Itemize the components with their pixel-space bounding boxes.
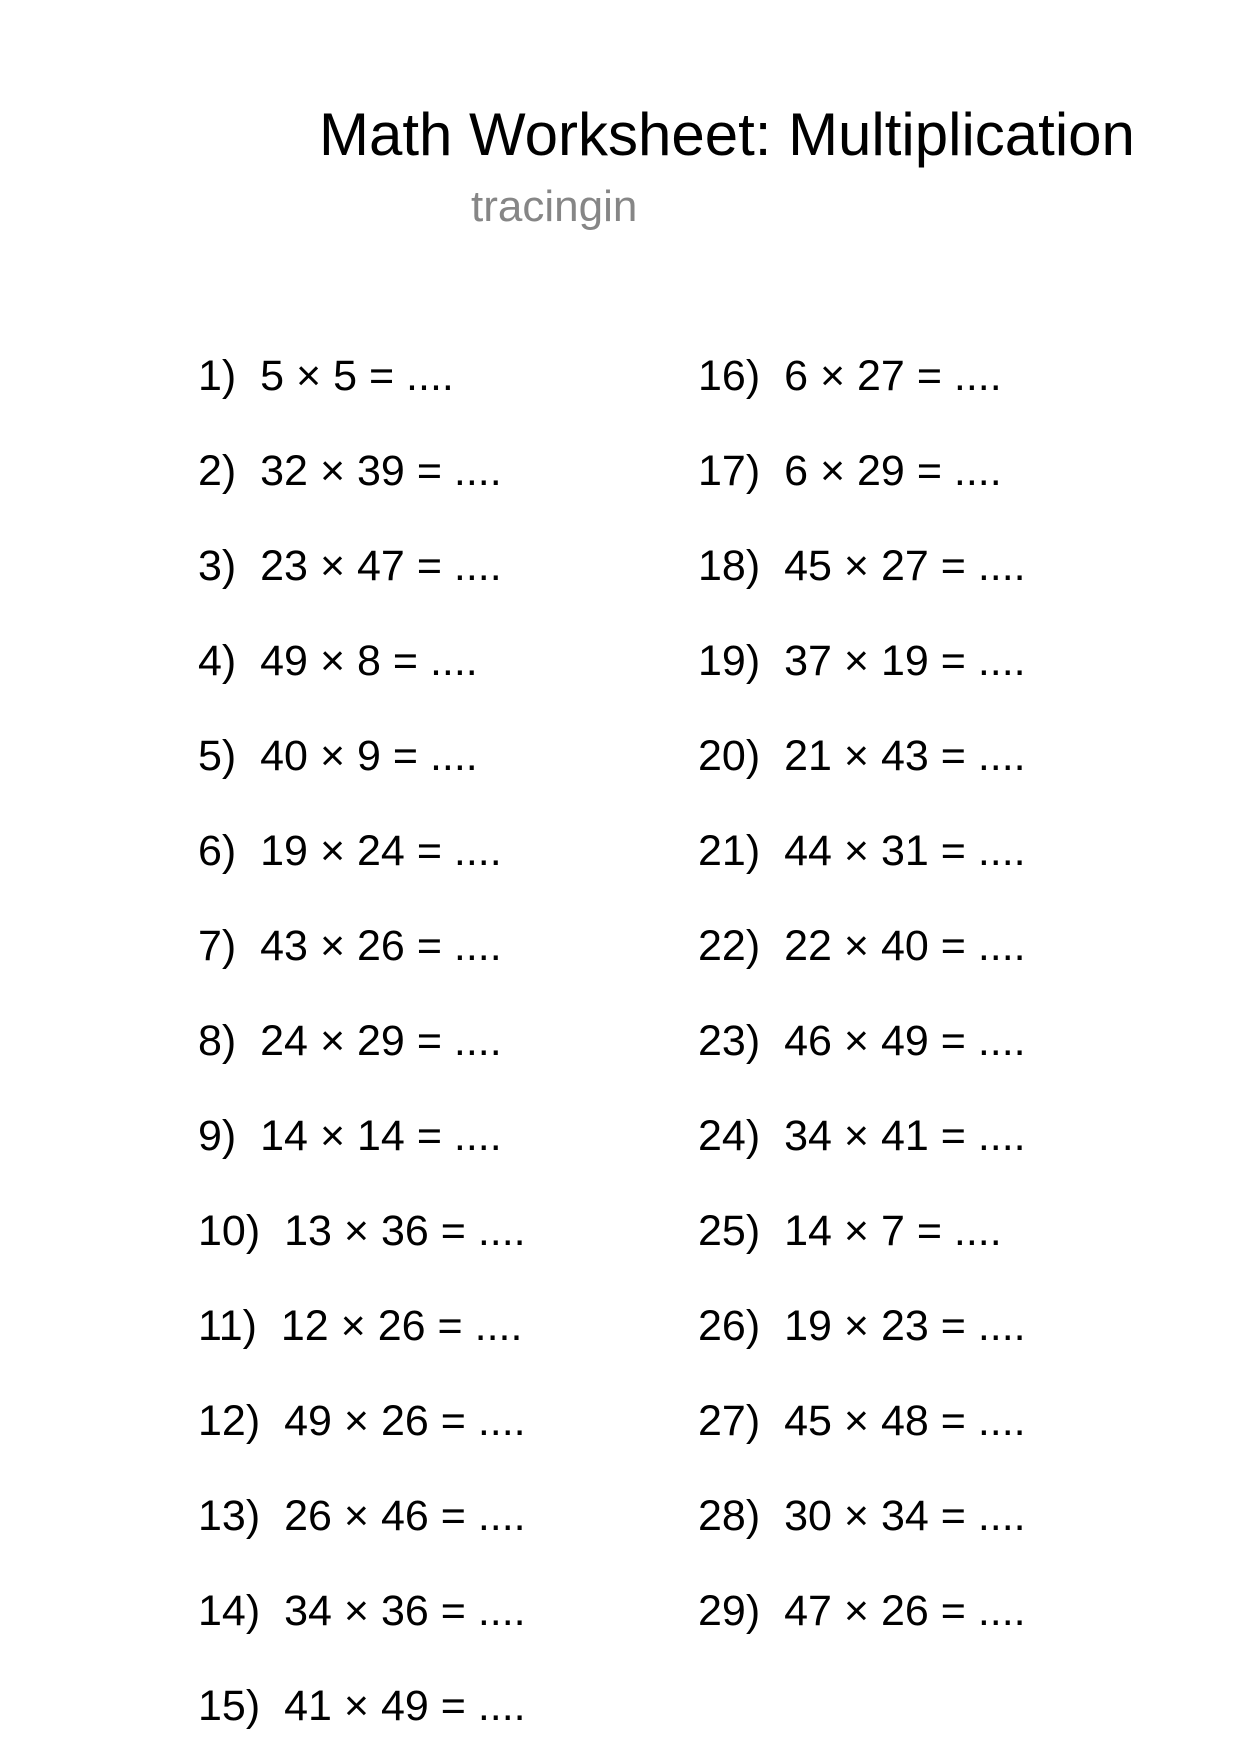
operand-b: 49 — [880, 1017, 929, 1065]
answer-blank[interactable]: .... — [453, 447, 502, 495]
answer-blank[interactable]: .... — [977, 1302, 1026, 1350]
problem-item — [698, 542, 1026, 590]
problem-item — [198, 1302, 522, 1350]
equals-sign: = — [916, 1207, 942, 1255]
problem-item — [198, 732, 478, 780]
answer-blank[interactable]: .... — [977, 922, 1026, 970]
problem-item — [698, 1207, 1002, 1255]
problem-number: 21) — [698, 827, 761, 875]
operand-a: 22 — [784, 922, 832, 970]
operand-a: 21 — [784, 732, 832, 780]
multiply-sign: × — [843, 637, 869, 685]
answer-blank[interactable]: .... — [953, 352, 1002, 400]
equals-sign: = — [940, 922, 966, 970]
equals-sign: = — [416, 1017, 442, 1065]
problem-item — [198, 637, 478, 685]
answer-blank[interactable]: .... — [453, 1017, 502, 1065]
problem-number: 19) — [698, 637, 761, 685]
answer-blank[interactable]: .... — [477, 1682, 526, 1730]
problem-number: 29) — [698, 1587, 761, 1635]
multiply-sign: × — [343, 1587, 369, 1635]
multiply-sign: × — [319, 1112, 346, 1160]
problem-item — [698, 922, 1026, 970]
operand-a: 6 — [784, 352, 808, 400]
answer-blank[interactable]: .... — [474, 1302, 523, 1350]
equals-sign: = — [416, 1112, 442, 1160]
answer-blank[interactable]: .... — [977, 1587, 1026, 1635]
problem-item — [698, 352, 1002, 400]
problem-number: 1) — [198, 352, 237, 400]
problem-item — [198, 1017, 502, 1065]
operand-b: 41 — [880, 1112, 929, 1160]
problem-number: 11) — [198, 1302, 257, 1350]
problem-number: 10) — [198, 1207, 261, 1255]
worksheet-subtitle: tracingin — [471, 182, 638, 231]
operand-a: 49 — [284, 1397, 332, 1445]
answer-blank[interactable]: .... — [953, 1207, 1002, 1255]
equals-sign: = — [916, 447, 942, 495]
operand-b: 26 — [880, 1587, 929, 1635]
answer-blank[interactable]: .... — [453, 542, 502, 590]
multiply-sign: × — [843, 1492, 869, 1540]
problem-number: 26) — [698, 1302, 761, 1350]
operand-b: 14 — [357, 1112, 405, 1160]
equals-sign: = — [416, 447, 442, 495]
equals-sign: = — [440, 1682, 466, 1730]
multiply-sign: × — [319, 637, 346, 685]
problem-item — [698, 637, 1026, 685]
equals-sign: = — [440, 1492, 466, 1540]
operand-b: 8 — [357, 637, 381, 685]
answer-blank[interactable]: .... — [977, 1397, 1026, 1445]
operand-b: 29 — [857, 447, 905, 495]
multiply-sign: × — [843, 1397, 869, 1445]
operand-b: 36 — [380, 1587, 429, 1635]
operand-a: 41 — [284, 1682, 332, 1730]
problem-item — [198, 1492, 526, 1540]
operand-b: 9 — [357, 732, 381, 780]
problem-item — [698, 1397, 1026, 1445]
operand-a: 34 — [284, 1587, 332, 1635]
operand-a: 19 — [784, 1302, 832, 1350]
problem-item — [198, 827, 502, 875]
multiply-sign: × — [843, 1587, 869, 1635]
answer-blank[interactable]: .... — [429, 732, 478, 780]
worksheet-title: Math Worksheet: Multiplication — [319, 101, 1135, 168]
operand-a: 34 — [784, 1112, 832, 1160]
multiply-sign: × — [843, 732, 869, 780]
operand-a: 6 — [784, 447, 808, 495]
multiply-sign: × — [343, 1492, 369, 1540]
operand-b: 27 — [880, 542, 929, 590]
problem-number: 14) — [198, 1587, 261, 1635]
multiply-sign: × — [843, 1207, 869, 1255]
answer-blank[interactable]: .... — [977, 827, 1026, 875]
problem-number: 9) — [198, 1112, 237, 1160]
problem-number: 12) — [198, 1397, 261, 1445]
operand-a: 46 — [784, 1017, 832, 1065]
problem-item — [698, 1112, 1026, 1160]
answer-blank[interactable]: .... — [953, 447, 1002, 495]
operand-b: 43 — [880, 732, 929, 780]
operand-b: 48 — [880, 1397, 929, 1445]
operand-a: 14 — [784, 1207, 832, 1255]
answer-blank[interactable]: .... — [977, 1492, 1026, 1540]
problem-item — [198, 922, 502, 970]
operand-a: 13 — [284, 1207, 332, 1255]
multiply-sign: × — [343, 1207, 369, 1255]
operand-b: 27 — [857, 352, 905, 400]
multiply-sign: × — [319, 732, 346, 780]
equals-sign: = — [940, 1397, 966, 1445]
operand-b: 39 — [357, 447, 405, 495]
operand-b: 26 — [380, 1397, 429, 1445]
problem-item — [198, 447, 502, 495]
multiply-sign: × — [319, 922, 346, 970]
operand-b: 49 — [380, 1682, 429, 1730]
problem-item — [698, 447, 1002, 495]
equals-sign: = — [916, 352, 942, 400]
problem-number: 4) — [198, 637, 237, 685]
operand-a: 47 — [784, 1587, 832, 1635]
answer-blank[interactable]: .... — [477, 1587, 526, 1635]
problem-number: 25) — [698, 1207, 761, 1255]
problem-number: 15) — [198, 1682, 261, 1730]
operand-a: 12 — [280, 1302, 329, 1350]
operand-a: 30 — [784, 1492, 832, 1540]
operand-b: 40 — [880, 922, 929, 970]
multiply-sign: × — [319, 447, 346, 495]
problem-item — [698, 1492, 1026, 1540]
answer-blank[interactable]: .... — [977, 732, 1026, 780]
operand-b: 7 — [880, 1207, 905, 1255]
multiply-sign: × — [843, 827, 869, 875]
answer-blank[interactable]: .... — [977, 1017, 1026, 1065]
answer-blank[interactable]: .... — [453, 1112, 502, 1160]
answer-blank[interactable]: .... — [406, 352, 454, 400]
operand-b: 26 — [377, 1302, 426, 1350]
multiply-sign: × — [819, 352, 846, 400]
problem-item — [198, 1682, 526, 1730]
operand-b: 29 — [357, 1017, 405, 1065]
operand-a: 23 — [260, 542, 308, 590]
answer-blank[interactable]: .... — [453, 922, 502, 970]
answer-blank[interactable]: .... — [453, 827, 502, 875]
answer-blank[interactable]: .... — [977, 637, 1026, 685]
problem-number: 27) — [698, 1397, 761, 1445]
operand-a: 40 — [260, 732, 308, 780]
equals-sign: = — [940, 542, 966, 590]
operand-b: 24 — [357, 827, 405, 875]
problem-number: 20) — [698, 732, 761, 780]
operand-a: 45 — [784, 1397, 832, 1445]
problem-item — [198, 542, 502, 590]
problem-number: 13) — [198, 1492, 261, 1540]
operand-b: 26 — [357, 922, 405, 970]
multiply-sign: × — [843, 1112, 869, 1160]
operand-b: 23 — [880, 1302, 929, 1350]
multiply-sign: × — [843, 1302, 869, 1350]
multiply-sign: × — [343, 1397, 369, 1445]
problem-number: 6) — [198, 827, 237, 875]
problem-number: 8) — [198, 1017, 237, 1065]
answer-blank[interactable]: .... — [429, 637, 478, 685]
problem-number: 5) — [198, 732, 237, 780]
multiply-sign: × — [843, 542, 869, 590]
operand-b: 47 — [357, 542, 405, 590]
operand-b: 34 — [880, 1492, 929, 1540]
multiply-sign: × — [319, 542, 346, 590]
operand-a: 44 — [784, 827, 832, 875]
operand-a: 45 — [784, 542, 832, 590]
answer-blank[interactable]: .... — [977, 1112, 1026, 1160]
operand-a: 32 — [260, 447, 308, 495]
operand-b: 46 — [380, 1492, 429, 1540]
problem-number: 22) — [698, 922, 761, 970]
equals-sign: = — [440, 1207, 466, 1255]
problem-item — [698, 1302, 1026, 1350]
equals-sign: = — [440, 1397, 466, 1445]
problem-number: 17) — [698, 447, 761, 495]
equals-sign: = — [940, 827, 966, 875]
problem-number: 16) — [698, 352, 761, 400]
operand-a: 49 — [260, 637, 308, 685]
multiply-sign: × — [819, 447, 846, 495]
problem-item — [698, 1587, 1026, 1635]
problem-item — [198, 1587, 526, 1635]
equals-sign: = — [392, 732, 419, 780]
answer-blank[interactable]: .... — [477, 1207, 526, 1255]
operand-b: 31 — [880, 827, 929, 875]
problem-item — [198, 1207, 526, 1255]
multiply-sign: × — [343, 1682, 369, 1730]
operand-b: 19 — [880, 637, 929, 685]
operand-a: 24 — [260, 1017, 308, 1065]
multiply-sign: × — [843, 922, 869, 970]
problem-number: 24) — [698, 1112, 761, 1160]
operand-b: 36 — [380, 1207, 429, 1255]
equals-sign: = — [940, 732, 966, 780]
problem-item — [198, 352, 454, 400]
equals-sign: = — [940, 1112, 966, 1160]
operand-a: 26 — [284, 1492, 332, 1540]
problem-item — [198, 1112, 502, 1160]
problem-item — [198, 1397, 526, 1445]
operand-a: 37 — [784, 637, 832, 685]
multiply-sign: × — [319, 827, 346, 875]
equals-sign: = — [368, 352, 395, 400]
problem-number: 2) — [198, 447, 237, 495]
problem-item — [698, 1017, 1026, 1065]
equals-sign: = — [440, 1587, 466, 1635]
equals-sign: = — [940, 1587, 966, 1635]
answer-blank[interactable]: .... — [977, 542, 1026, 590]
operand-a: 5 — [260, 352, 285, 400]
equals-sign: = — [940, 1017, 966, 1065]
equals-sign: = — [416, 542, 442, 590]
problem-number: 3) — [198, 542, 237, 590]
multiply-sign: × — [340, 1302, 366, 1350]
equals-sign: = — [940, 1492, 966, 1540]
operand-a: 43 — [260, 922, 308, 970]
answer-blank[interactable]: .... — [477, 1492, 526, 1540]
equals-sign: = — [416, 922, 442, 970]
answer-blank[interactable]: .... — [477, 1397, 526, 1445]
problem-item — [698, 732, 1026, 780]
operand-a: 19 — [260, 827, 308, 875]
problem-number: 18) — [698, 542, 761, 590]
multiply-sign: × — [296, 352, 322, 400]
operand-a: 14 — [260, 1112, 308, 1160]
problem-number: 23) — [698, 1017, 761, 1065]
equals-sign: = — [437, 1302, 463, 1350]
problem-item — [698, 827, 1026, 875]
equals-sign: = — [940, 637, 966, 685]
multiply-sign: × — [843, 1017, 869, 1065]
equals-sign: = — [416, 827, 442, 875]
operand-b: 5 — [333, 352, 358, 400]
equals-sign: = — [940, 1302, 966, 1350]
problem-number: 7) — [198, 922, 237, 970]
problem-number: 28) — [698, 1492, 761, 1540]
multiply-sign: × — [319, 1017, 346, 1065]
equals-sign: = — [392, 637, 419, 685]
